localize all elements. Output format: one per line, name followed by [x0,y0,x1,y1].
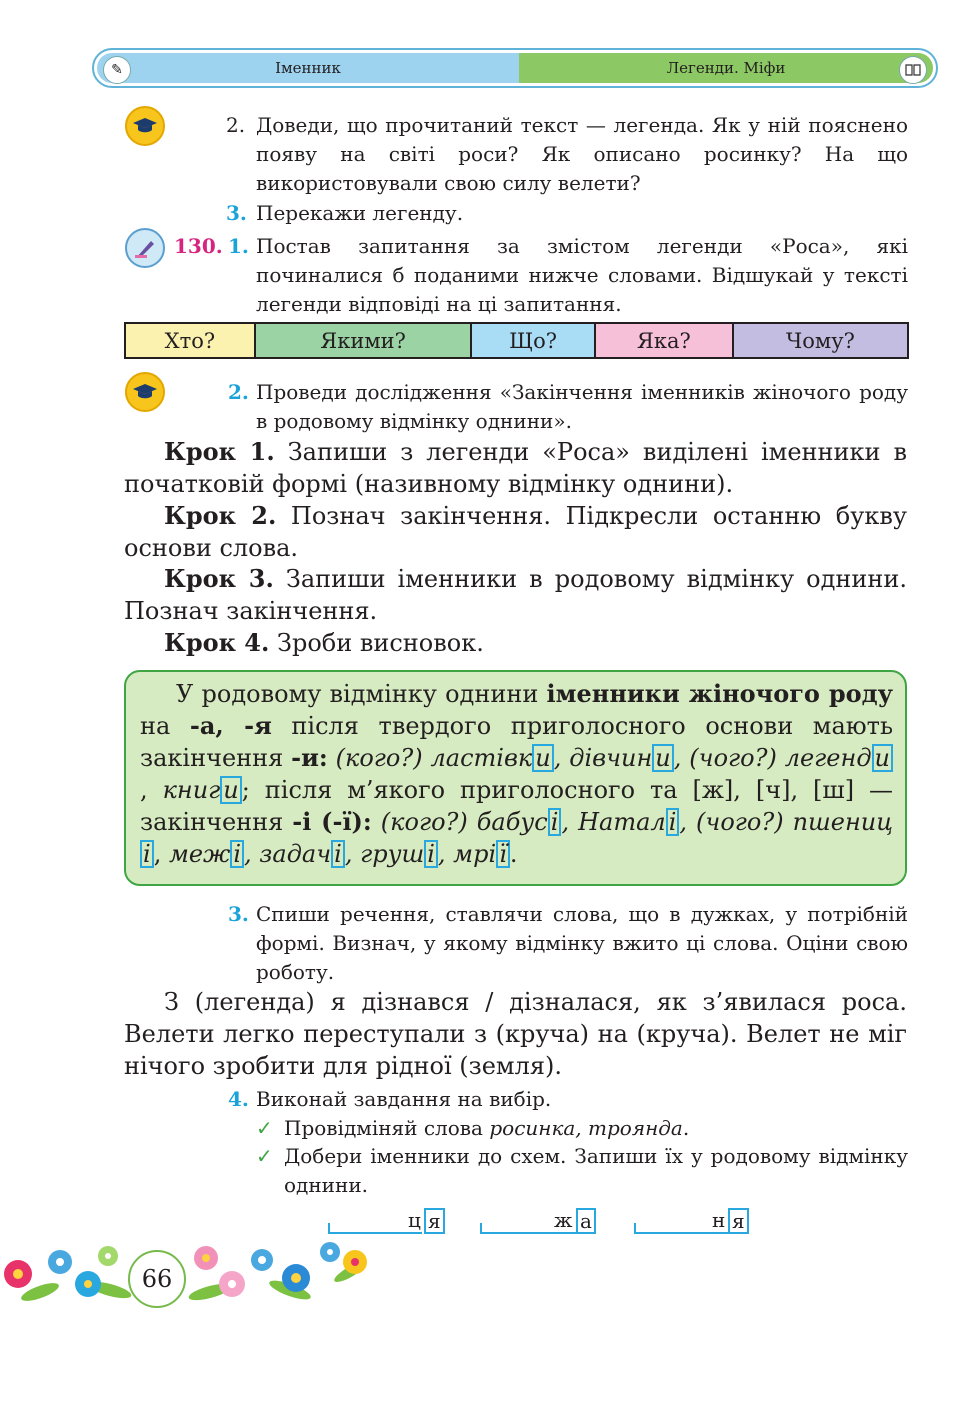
page-number: 66 [128,1250,186,1308]
check-icon: ✓ [256,1144,273,1168]
task-4-number: 4. [228,1087,249,1111]
book-icon [899,56,927,84]
ex130-task-1-number: 1. [228,234,249,258]
task-4-text: Виконай завдання на вибір. [256,1087,552,1111]
task-2-number: 2. [226,113,246,137]
sentences-text: З (легенда) я дізнався / дізналася, як з’явилася роса. Велети легко переступали з (круча) на (круча). Велет не міг нічого зробити для рідної (земля). [124,988,907,1080]
step-4: Крок 4. Зроби висновок. [164,628,484,657]
step-1: Крок 1. Запиши з легенди «Роса» виділені іменники в початковій формі (називному відмінку однини). [124,437,908,498]
task-3b-text: Спиши речення, ставлячи слова, що в дужках, у потрібній формі. Визнач, у якому відмінку вжито ці слова. Оціни свою роботу. [256,902,908,984]
word-scheme [480,1208,604,1234]
word-scheme [634,1208,754,1234]
rule-box [124,670,907,886]
word-scheme [328,1208,446,1234]
step-3: Крок 3. Запиши іменники в родовому відмінку однини. Познач закінчення. [124,564,907,625]
scheme-stem-letter: ц [408,1208,421,1232]
scheme-ending: а [576,1208,596,1234]
writing-hand-icon [125,228,165,268]
ex130-task-2-text: Проведи дослідження «Закінчення іменників жіночого роду в родовому відмінку однини». [256,380,908,433]
ex130-task-2-number: 2. [228,380,249,404]
choice-2: Добери іменники до схем. Запиши їх у родовому відмінку однини. [284,1144,908,1197]
graduation-cap-icon [125,106,165,146]
questions-table [124,322,909,359]
pen-icon: ✎ [103,56,131,84]
header-section: Легенди. Міфи [666,59,786,77]
question-cell: Хто? [125,323,255,358]
step-2: Крок 2. Познач закінчення. Підкресли останню букву основи слова. [124,501,907,562]
flower-decoration [0,1232,380,1312]
task-3-number: 3. [226,201,247,225]
task-3-text: Перекажи легенду. [256,201,464,225]
ex130-task-1-text: Постав запитання за змістом легенди «Роса», які починалися б поданими нижче словами. Відшукай у тексті легенди відповіді на ці запитання. [256,234,908,316]
header-left [97,53,519,83]
task-3b-number: 3. [228,902,249,926]
choice-1: Провідміняй слова росинка, троянда. [284,1116,690,1140]
graduation-cap-icon [125,372,165,412]
question-cell: Чому? [733,323,908,358]
scheme-ending: я [728,1208,749,1234]
task-2-text: Доведи, що прочитаний текст — легенда. Як у ній пояснено появу на світі роси? Як описано росинку? На що використовували свою силу велети? [256,113,908,195]
chapter-header [92,48,938,88]
question-cell: Яка? [595,323,733,358]
scheme-stem-letter: ж [554,1208,573,1232]
question-cell: Якими? [255,323,472,358]
question-cell: Що? [471,323,594,358]
check-icon: ✓ [256,1116,273,1140]
scheme-ending: я [424,1208,445,1234]
exercise-number: 130. [174,234,223,258]
scheme-stem-letter: н [712,1208,726,1232]
header-right [519,53,933,83]
rule-text: У родовому відмінку однини іменники жіночого роду на -а, -я після твердого приголосного основи мають закінчення -и: (кого?) ластівк и , дівчин и , (чого?) легенд и, книг и ; після м’якого приголосного та [ж], [ч], [ш] — закінчення -і (-ї): (кого?) бабус і , Натал і , (чого?) пшениці , меж і , задач і , груш і , мрі ї . [140,679,894,868]
header-topic: Іменник [275,59,341,77]
